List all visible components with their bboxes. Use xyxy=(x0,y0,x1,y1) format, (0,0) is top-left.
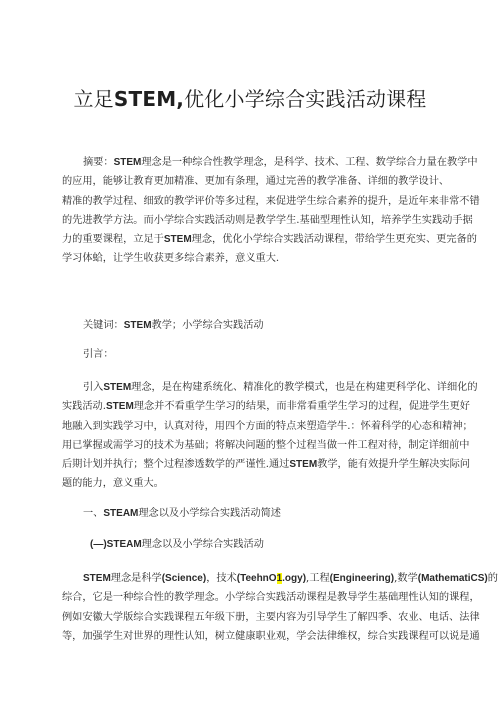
bold-term: STEAM xyxy=(103,508,139,519)
abstract-paragraph xyxy=(62,153,480,269)
bold-term: (Science) xyxy=(161,573,207,584)
bold-term: STEAM xyxy=(106,539,142,550)
text: 理念以及小学综合实践活动 xyxy=(141,539,264,550)
text: 教学，能有效提升学生解决实际问 xyxy=(317,459,470,471)
text: ，技术 xyxy=(206,573,237,584)
body-line: 例如安徽大学版综合实践课程五年级下册，主要内容为引导学生了解四季、农业、电话、法律 xyxy=(62,611,480,623)
abstract-line: 精准的教学过程、细致的教学评价等多过程，来促进学生综合素养的提升，是近年来非常不错 xyxy=(62,195,480,207)
bold-term: STEM xyxy=(113,157,142,168)
bold-term: STEM xyxy=(123,320,152,331)
bold-term: (MathematiCS) xyxy=(417,573,488,584)
intro-line: 地融入到实践学习中，认真对待，用四个方面的特点来塑造学牛.：怀着科学的心态和精神； xyxy=(62,420,473,432)
body-line: 等，加强学生对世界的理性认知，树立健康职业观，学会法律维权，综合实践课程可以说是通 xyxy=(62,630,480,642)
bold-term: STEM xyxy=(289,459,318,471)
text: 力的重要课程，立足于 xyxy=(62,234,164,246)
bold-term: (—) xyxy=(90,539,107,550)
text: 实践活动. xyxy=(62,401,106,413)
bold-term: .ogy) xyxy=(282,573,307,584)
text: 教学；小学综合实践活动 xyxy=(151,320,264,331)
abstract-label: 摘要： xyxy=(83,157,114,168)
highlighted-character: 1 xyxy=(276,573,283,584)
intro-line: 用已掌握或需学习的技术为基础；将解决问题的整个过程当做一件工程对待，制定详细前中 xyxy=(62,439,470,451)
abstract-line xyxy=(62,230,477,249)
intro-line: 题的能力，意义重大。 xyxy=(62,478,164,490)
bold-term: STEM xyxy=(103,382,132,393)
text: 后期计划并执行；整个过程渗透数学的严谨性.通过 xyxy=(62,459,290,471)
keywords-label: 关键词： xyxy=(83,320,124,331)
bold-term: STEM xyxy=(163,234,192,246)
text: 理念并不看重学生学习的结果，而非常看重学生学习的过程，促进学生更好 xyxy=(133,401,470,413)
intro-line xyxy=(62,455,470,474)
text: 理念，是在构建系统化、精准化的教学模式，也是在构建更科学化、详细化的 xyxy=(131,382,478,393)
body-line: 综合，它是一种综合性的教学理念。小学综合实践活动课程是教导学生基础理性认知的课程， xyxy=(62,592,480,604)
text: 理念是一种综合性教学理念，是科学、技术、工程、数学综合力量在教学中 xyxy=(141,157,478,168)
bold-term: STEM xyxy=(106,401,134,413)
abstract-line: 学习体蛤，让学生收获更多综合素养，意义重大. xyxy=(62,253,280,265)
text: 理念是科学 xyxy=(110,573,162,584)
intro-heading-text: 引言： xyxy=(83,349,114,360)
intro-line xyxy=(62,378,478,397)
section-heading xyxy=(62,504,440,523)
text: ,工程 xyxy=(306,573,330,584)
intro-line xyxy=(62,397,470,416)
bold-term: (TeehnO xyxy=(236,573,277,584)
bold-term: (Engineering) xyxy=(329,573,395,584)
intro-paragraph xyxy=(62,378,478,494)
title-bold-text: STEM, xyxy=(113,87,185,111)
keywords-content xyxy=(62,316,440,335)
page-title xyxy=(0,83,500,112)
title-text: 立足 xyxy=(73,87,114,111)
abstract-line: 的应用，能够让教育更加精准、更加有条理，通过完善的教学准备、详细的教学设计、 xyxy=(62,176,450,188)
bold-term: STEM xyxy=(83,573,111,584)
title-text-rest: 优化小学综合实践活动课程 xyxy=(184,87,427,111)
keywords-line xyxy=(62,316,440,335)
intro-heading xyxy=(62,345,440,364)
text: ,数学 xyxy=(394,573,418,584)
text: 一、 xyxy=(83,508,104,519)
text: 的 xyxy=(487,573,498,584)
subsection-heading-text xyxy=(62,535,440,554)
abstract-line xyxy=(62,153,478,172)
body-line xyxy=(62,569,498,588)
section-heading-text xyxy=(62,504,440,523)
text: 理念以及小学综合实践活动简述 xyxy=(138,508,281,519)
abstract-line: 的先进教学方法。而小学综合实践活动则是教学学生.基础型理性认知，培养学生实践动手据 xyxy=(62,214,473,226)
text: 引入 xyxy=(83,382,104,393)
text: 理念，优化小学综合实践活动课程，带给学生更充实、更完备的 xyxy=(191,234,477,246)
body-paragraph xyxy=(62,569,498,646)
subsection-heading xyxy=(62,535,440,554)
